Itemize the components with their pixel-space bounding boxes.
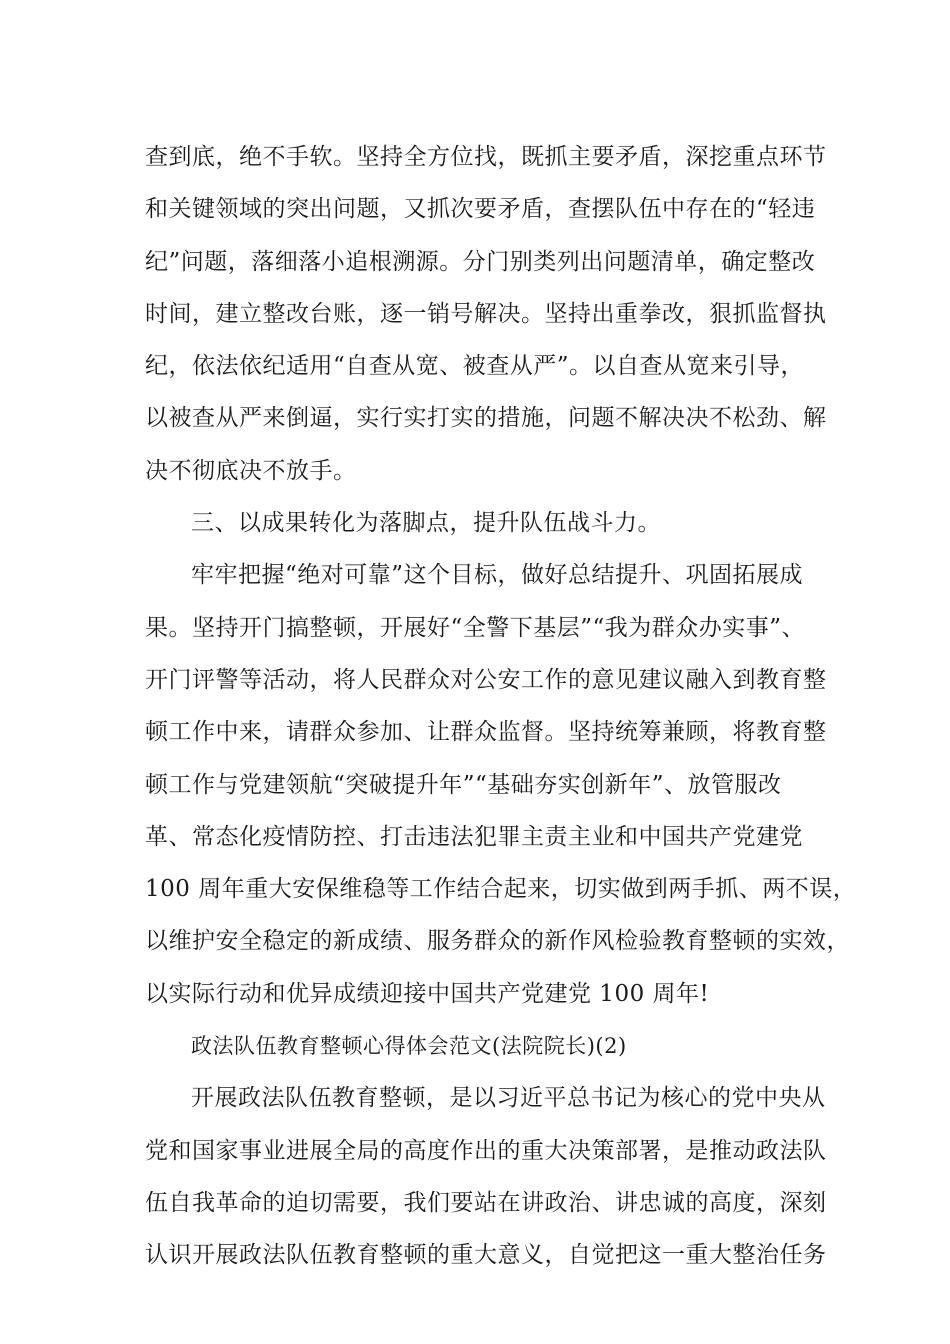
text-line: 纪，依法依纪适用“自查从宽、被查从严”。以自查从宽来引导，	[145, 353, 805, 380]
paragraph-first-line: 开展政法队伍教育整顿，是以习近平总书记为核心的党中央从	[191, 1085, 826, 1112]
paragraph-first-line: 牢牢把握“绝对可靠”这个目标，做好总结提升、巩固拓展成	[191, 562, 804, 589]
text-line: 顿工作中来，请群众参加、让群众监督。坚持统筹兼顾，将教育整	[145, 719, 827, 746]
text-line: 和关键领域的突出问题，又抓次要矛盾，查摆队伍中存在的“轻违	[145, 196, 816, 223]
section-heading: 三、以成果转化为落脚点，提升队伍战斗力。	[191, 510, 661, 537]
article-subtitle: 政法队伍教育整顿心得体会范文(法院院长)(2)	[191, 1034, 627, 1059]
text-line: 革、常态化疫情防控、打击违法犯罪主责主业和中国共产党建党	[145, 823, 803, 850]
text-line: 决不彻底决不放手。	[145, 457, 357, 484]
document-body	[145, 131, 857, 1282]
text-line: 伍自我革命的迫切需要，我们要站在讲政治、讲忠诚的高度，深刻	[145, 1189, 827, 1216]
text-line: 以实际行动和优异成绩迎接中国共产党建党 100 周年!	[145, 980, 710, 1007]
text-line: 果。坚持开门搞整顿，开展好“全警下基层”“我为群众办实事”、	[145, 614, 806, 641]
text-line: 以维护安全稳定的新成绩、服务群众的新作风检验教育整顿的实效，	[145, 928, 850, 955]
text-line: 认识开展政法队伍教育整顿的重大意义，自觉把这一重大整治任务	[145, 1242, 827, 1269]
text-line: 以被查从严来倒逼，实行实打实的措施，问题不解决决不松劲、解	[145, 405, 827, 432]
text-line: 纪”问题，落细落小追根溯源。分门别类列出问题清单，确定整改	[145, 248, 816, 275]
text-line: 党和国家事业进展全局的高度作出的重大决策部署，是推动政法队	[145, 1137, 827, 1164]
text-line: 开门评警等活动，将人民群众对公安工作的意见建议融入到教育整	[145, 666, 827, 693]
text-line: 顿工作与党建领航“突破提升年”“基础夯实创新年”、放管服改	[145, 771, 782, 798]
text-line: 查到底，绝不手软。坚持全方位找，既抓主要矛盾，深挖重点环节	[145, 144, 827, 170]
text-line: 100 周年重大安保维稳等工作结合起来，切实做到两手抓、两不误，	[145, 876, 857, 903]
text-line: 时间，建立整改台账，逐一销号解决。坚持出重拳改，狠抓监督执	[145, 300, 827, 327]
